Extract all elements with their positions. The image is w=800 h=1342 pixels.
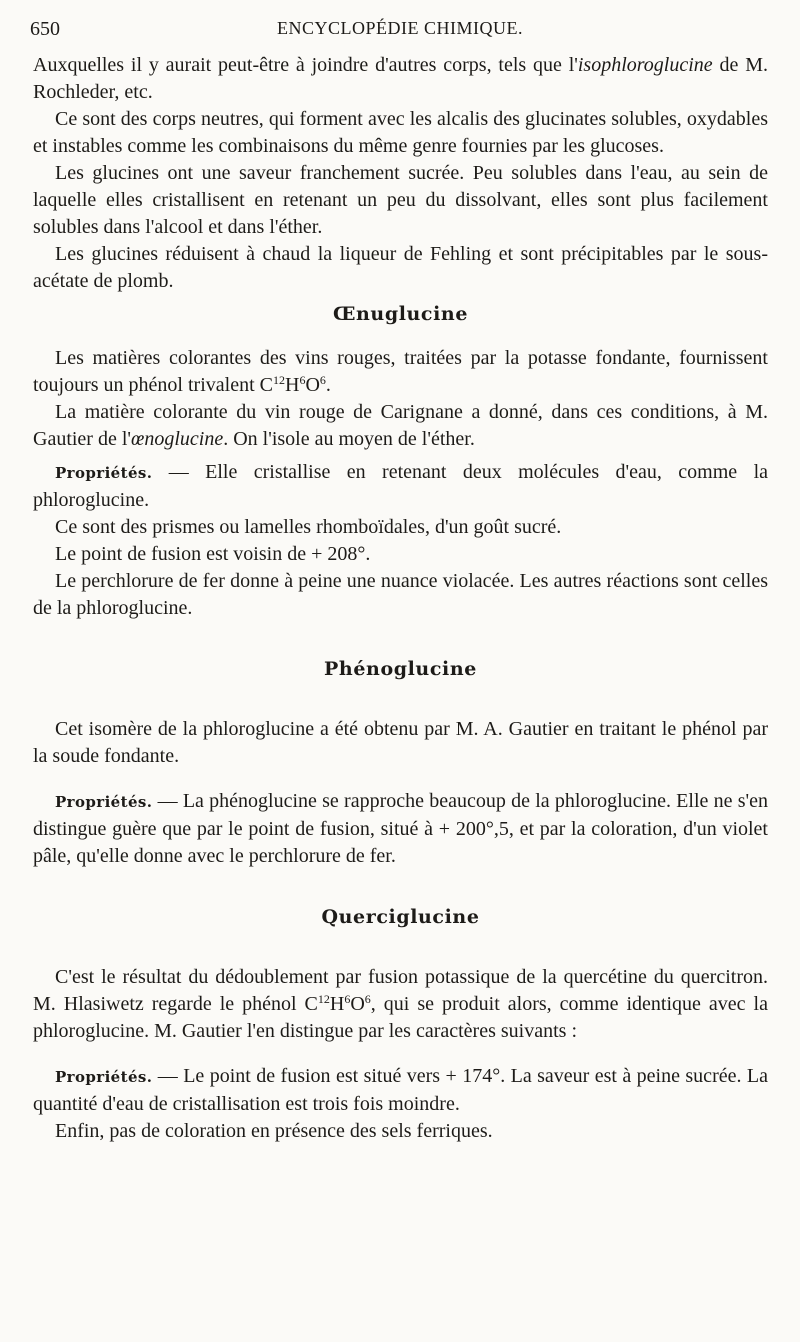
oenoglucine-paragraph-4: Le point de fusion est voisin de + 208°.	[55, 543, 371, 565]
oenoglucine-paragraph-2: La matière colorante du vin rouge de Carignane a donné, dans ces conditions, à M. Gautier de l'œnoglucine. On l'isole au moyen de l'éther.	[33, 401, 768, 450]
phenoglucine-properties: Propriétés. — La phénoglucine se rapproche beaucoup de la phloroglucine. Elle ne s'en distingue guère que par le point de fusion, situé à + 200°,5, et par la coloration, d'un violet pâle, qu'elle donne avec le perchlorure de fer.	[33, 790, 768, 867]
properties-label: Propriétés.	[55, 793, 153, 811]
intro-paragraph-3: Les glucines ont une saveur franchement sucrée. Peu solubles dans l'eau, au sein de laquelle elles cristallisent en retenant un peu du dissolvant, elles sont plus facilement solubles dans l'alcool et dans l'éther.	[33, 162, 768, 238]
oenoglucine-paragraph-1: Les matières colorantes des vins rouges, traitées par la potasse fondante, fournissent toujours un phénol trivalent $C^{12}H^6O^6$.	[33, 347, 768, 396]
intro-paragraph-4: Les glucines réduisent à chaud la liqueur de Fehling et sont précipitables par le sous-acétate de plomb.	[33, 243, 768, 292]
section-title-phenoglucine: Phénoglucine	[324, 658, 477, 680]
querciglucine-properties: Propriétés. — Le point de fusion est situé vers + 174°. La saveur est à peine sucrée. La quantité d'eau de cristallisation est trois fois moindre.	[33, 1065, 768, 1115]
intro-paragraph-2: Ce sont des corps neutres, qui forment avec les alcalis des glucinates solubles, oxydables et instables comme les combinaisons du même genre fournies par les glucoses.	[33, 108, 768, 157]
properties-label: Propriétés.	[55, 464, 153, 482]
section-title-querciglucine: Querciglucine	[321, 906, 480, 928]
running-title: ENCYCLOPÉDIE CHIMIQUE.	[277, 18, 523, 38]
page-header	[30, 18, 770, 48]
section-title-oenoglucine: Œnuglucine	[332, 303, 469, 325]
intro-paragraph-1: Auxquelles il y aurait peut-être à joindre d'autres corps, tels que l'isophloroglucine de M. Rochleder, etc.	[33, 54, 768, 103]
oenoglucine-paragraph-3: Ce sont des prismes ou lamelles rhomboïdales, d'un goût sucré.	[55, 516, 562, 538]
properties-label: Propriétés.	[55, 1068, 153, 1086]
oenoglucine-properties: Propriétés. — Elle cristallise en retenant deux molécules d'eau, comme la phloroglucine.	[33, 461, 768, 511]
querciglucine-paragraph-1: C'est le résultat du dédoublement par fusion potassique de la quercétine du quercitron. M. Hlasiwetz regarde le phénol $C^{12}H^6O^6$, qui se produit alors, comme identique avec la phloroglucine. M. Gautier l'en distingue par les caractères suivants :	[33, 966, 768, 1042]
phenoglucine-paragraph-1: Cet isomère de la phloroglucine a été obtenu par M. A. Gautier en traitant le phénol par la soude fondante.	[33, 718, 768, 767]
querciglucine-paragraph-2: Enfin, pas de coloration en présence des sels ferriques.	[55, 1120, 493, 1142]
oenoglucine-paragraph-5: Le perchlorure de fer donne à peine une nuance violacée. Les autres réactions sont celles de la phloroglucine.	[33, 570, 768, 619]
page-body	[33, 52, 768, 1145]
page-number: 650	[30, 18, 60, 40]
